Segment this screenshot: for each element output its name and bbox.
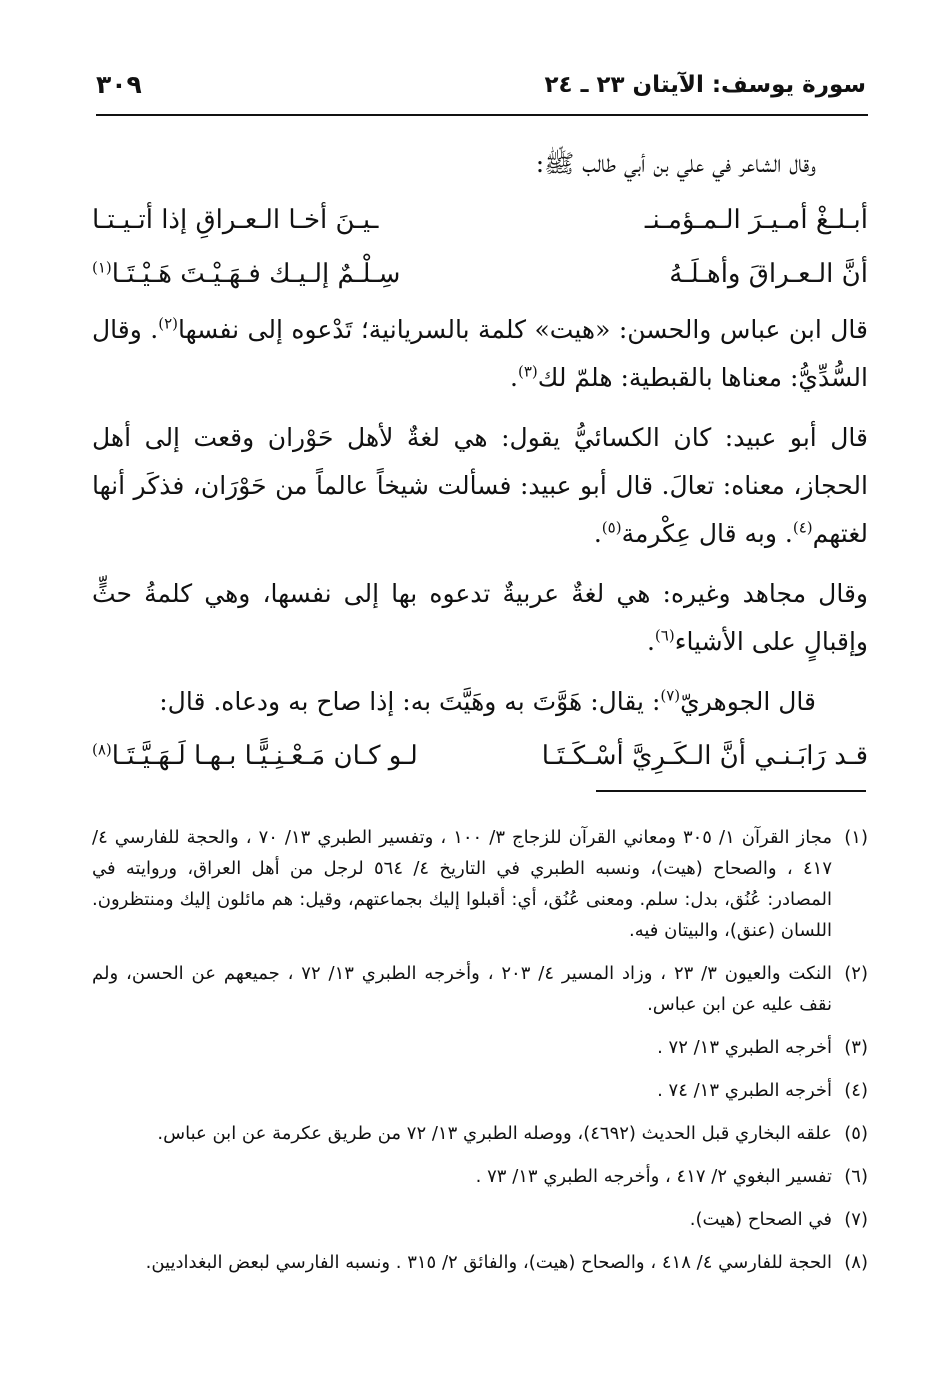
- footnote-text: الحجة للفارسي ٤/ ٤١٨ ، والصحاح (هيت)، والفائق ٢/ ٣١٥ . ونسبه الفارسي لبعض البغداديين.: [145, 1252, 832, 1273]
- footnotes: [92, 822, 868, 1290]
- paragraph-text: . وقال السُّدِّيُّ: معناها بالقبطية: هلمّ لك: [92, 315, 868, 392]
- footnote-number: (٣): [844, 1037, 868, 1058]
- verse-2-first-hemistich: قـد رَابَـنـي أنَّ الـكَـرِيَّ أسْـكَـتَـا: [541, 741, 868, 771]
- verse-2-second-hemistich: [92, 732, 418, 780]
- paragraph-text: : يقال: هَوَّتَ به وهَيَّتَ به: إذا صاح به ودعاه. قال:: [159, 687, 661, 716]
- footnote: [92, 1204, 868, 1235]
- footnote-ref-2[interactable]: (٢): [158, 314, 178, 333]
- footnote-text: مجاز القرآن ١/ ٣٠٥ ومعاني القرآن للزجاج ٣/ ١٠٠ ، وتفسير الطبري ١٣/ ٧٠ ، والحجة للفارسي ٤/ ٤١٧ ، والصحاح (هيت)، ونسبه الطبري في التاريخ ٤/ ٥٦٤ لرجل من أهل العراق، وروايته في المصادر: عُنُق، بدل: سلم. ومعنى عُنُق، أي: أقبلوا إليك بجماعتهم، وقيل: هم مائلون إليك ومنتظرون. اللسان (عنق)، والبيتان فيه.: [92, 827, 832, 941]
- footnote: [92, 822, 868, 946]
- footnote-number: (١): [844, 827, 868, 848]
- verse-1-line-2-second-hemistich: [92, 250, 400, 298]
- footnote-number: (٥): [844, 1123, 868, 1144]
- paragraph-text: . وبه قال عِكْرمة: [621, 519, 793, 548]
- footnote-number: (٨): [844, 1252, 868, 1273]
- paragraph-text: قال ابن عباس والحسن: «هيت» كلمة بالسريانية؛ تَدْعوه إلى نفسها: [178, 315, 869, 344]
- footnote-ref-1[interactable]: (١): [92, 258, 112, 277]
- paragraph-ibn-abbas: [92, 306, 868, 402]
- footnote-separator: [596, 790, 866, 792]
- footnote-text: في الصحاح (هيت).: [689, 1209, 832, 1230]
- footnote: [92, 1118, 868, 1149]
- verse-1-line-2-text: سِـلْـمٌ إلـيـك فـهَـيْـتَ هَـيْـتَـا: [111, 259, 401, 289]
- footnote-ref-4[interactable]: (٤): [792, 518, 813, 537]
- footnote-text: أخرجه الطبري ١٣/ ٧٤ .: [657, 1080, 832, 1101]
- page-number: ٣٠٩: [96, 70, 142, 99]
- verse-1-line-1: [92, 190, 868, 244]
- footnote-ref-8[interactable]: (٨): [92, 740, 112, 759]
- verse-1-line-2: [92, 244, 868, 298]
- footnote: [92, 1247, 868, 1278]
- footnote: [92, 1075, 868, 1106]
- paragraph-text: قال الجوهريّ: [680, 687, 816, 716]
- paragraph-abu-ubaid: [92, 414, 868, 558]
- main-text: [92, 140, 868, 780]
- paragraph-text: .: [510, 363, 518, 392]
- footnote-text: تفسير البغوي ٢/ ٤١٧ ، وأخرجه الطبري ١٣/ ٧٣ .: [475, 1166, 832, 1187]
- paragraph-jawhari: [92, 678, 816, 726]
- footnote-number: (٦): [844, 1166, 868, 1187]
- footnote-number: (٢): [844, 963, 868, 984]
- running-header: [96, 68, 866, 112]
- footnote-ref-5[interactable]: (٥): [601, 518, 622, 537]
- footnote-number: (٧): [844, 1209, 868, 1230]
- footnote: [92, 1032, 868, 1063]
- paragraph-text: .: [646, 627, 655, 656]
- footnote: [92, 958, 868, 1020]
- verse-1-line-2-first-hemistich: أنَّ الـعـراقَ وأهـلَـهُ: [669, 259, 868, 289]
- footnote-text: أخرجه الطبري ١٣/ ٧٢ .: [657, 1037, 832, 1058]
- verse-2: [92, 726, 868, 780]
- paragraph-text: قال أبو عبيد: كان الكسائيُّ يقول: هي لغةٌ لأهل حَوْران وقعت إلى أهل الحجاز، معناه: تعالَ. قال أبو عبيد: فسألت شيخاً عالماً من حَوْرَان، فذكَر أنها لغتهم: [92, 423, 868, 548]
- footnote-ref-7[interactable]: (٧): [660, 686, 681, 705]
- intro-line: وقال الشاعر في علي بن أبي طالب ﷺ:: [535, 149, 816, 178]
- verse-1-line-1-first-hemistich: أبـلـغْ أمـيـرَ الـمـؤمـنـ: [644, 205, 868, 235]
- verse-1-line-1-second-hemistich: ـيـنَ أخـا الـعـراقِ إذا أتـيـتـا: [92, 205, 379, 235]
- footnote-ref-3[interactable]: (٣): [517, 362, 538, 381]
- footnote: [92, 1161, 868, 1192]
- header-title: سورة يوسف: الآيتان ٢٣ ـ ٢٤: [544, 72, 866, 98]
- footnote-ref-6[interactable]: (٦): [654, 626, 675, 645]
- footnote-number: (٤): [844, 1080, 868, 1101]
- paragraph-text: .: [593, 519, 602, 548]
- paragraph-text: وقال مجاهد وغيره: هي لغةٌ عربيةٌ تدعوه بها إلى نفسها، وهي كلمةُ حثٍّ وإقبالٍ على الأشياء: [92, 579, 868, 656]
- header-rule: [96, 114, 868, 116]
- verse-2-text: لـو كـان مَـعْـنِـيًّـا بـهـا لَـهَـيَّـتَـا: [111, 741, 418, 771]
- paragraph-mujahid: [92, 570, 868, 666]
- footnote-text: علقه البخاري قبل الحديث (٤٦٩٢)، ووصله الطبري ١٣/ ٧٢ من طريق عكرمة عن ابن عباس.: [157, 1123, 832, 1144]
- footnote-text: النكت والعيون ٣/ ٢٣ ، وزاد المسير ٤/ ٢٠٣ ، وأخرجه الطبري ١٣/ ٧٢ ، جميعهم عن الحسن، ولم نقف عليه عن ابن عباس.: [92, 963, 832, 1015]
- verse-1: [92, 190, 868, 298]
